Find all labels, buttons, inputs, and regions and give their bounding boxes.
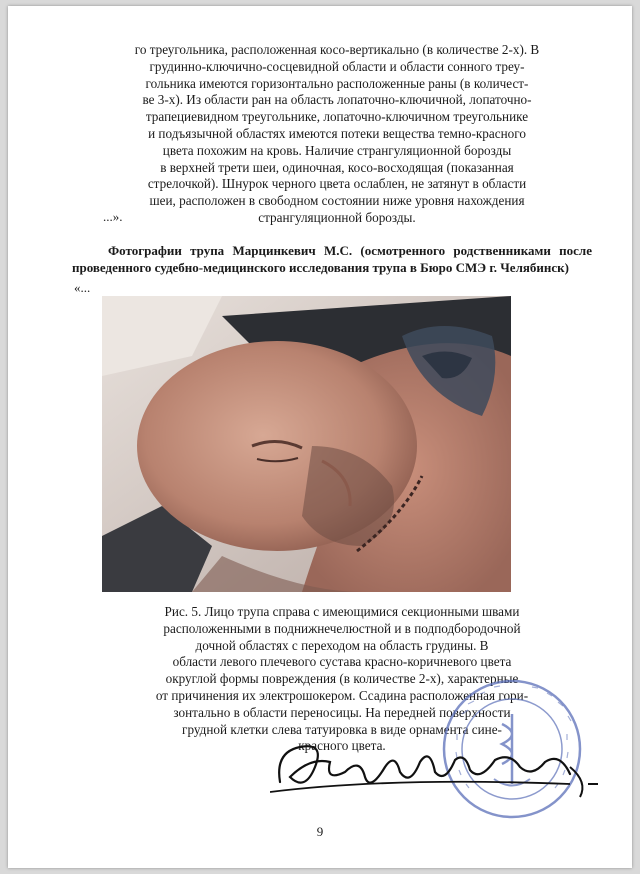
caption-line: красного цвета. xyxy=(298,738,386,754)
handwritten-signature xyxy=(270,722,600,812)
caption-line: от причинения их электрошокером. Ссадина расположенная гори- xyxy=(155,687,529,703)
page-number: 9 xyxy=(316,824,324,839)
caption-line: Рис. 5. Лицо трупа справа с имеющимися секционными швами xyxy=(164,604,520,619)
text-line: ве 3-х). Из области ран на область лопаточно-ключичной, лопаточно- xyxy=(142,92,532,108)
caption-line: зонтально в области переносицы. На передней поверхности xyxy=(173,704,511,720)
text-line: странгуляционной борозды. xyxy=(258,209,416,225)
text-line: гольника имеются горизонтально расположенные раны (в количест- xyxy=(145,75,529,91)
caption-line: области левого плечевого сустава красно-коричневого цвета xyxy=(172,654,512,670)
text-line: шеи, расположен в свободном состоянии ниже уровня нахождения xyxy=(149,193,525,209)
document-page xyxy=(8,6,632,868)
text-line: в верхней трети шеи, одиночная, косо-восходящая (показанная xyxy=(160,159,514,175)
photograph-illustration xyxy=(102,296,511,592)
text-line: трапециевидном треугольнике, лопаточно-ключичном треугольнике xyxy=(145,109,529,125)
photograph xyxy=(102,296,511,592)
opening-quote: «... xyxy=(74,280,91,295)
caption-line: дочной областях с переходом на область грудины. В xyxy=(195,637,489,653)
caption-line: округлой формы повреждения (в количестве 2-х), характерные xyxy=(165,671,519,687)
text-line: цвета похожим на кровь. Наличие странгуляционной борозды xyxy=(162,142,512,158)
photo-section-heading: Фотографии трупа Марцинкевич М.С. (осмотренного родственниками после проведенного судебно-медицинского исследования трупа в Бюро СМЭ г. Челябинск) xyxy=(72,243,592,275)
continued-paragraph xyxy=(92,42,582,227)
caption-line: грудной клетки слева татуировка в виде орнамента сине- xyxy=(182,721,502,737)
text-line: грудинно-ключично-сосцевидной области и области сонного треу- xyxy=(149,58,525,74)
closing-ellipsis: ...». xyxy=(103,209,123,224)
text-line: го треугольника, расположенная косо-вертикально (в количестве 2-х). В xyxy=(134,42,540,57)
text-line: и подъязычной областях имеются потеки вещества темно-красного xyxy=(148,125,526,141)
caption-line: расположенными в поднижнечелюстной и в подподбородочной xyxy=(163,620,521,636)
text-line: стрелочкой). Шнурок черного цвета ослаблен, не затянут в области xyxy=(147,176,527,192)
